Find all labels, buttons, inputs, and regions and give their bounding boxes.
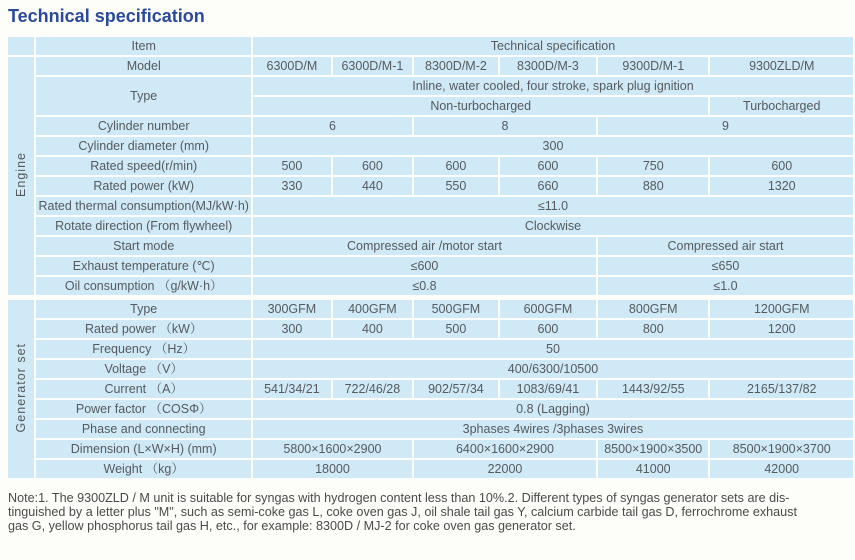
cell-model-5: 9300D/M-1 (598, 57, 708, 75)
footnote (8, 492, 850, 533)
cell-gpower-4: 600 (500, 320, 596, 338)
row-cylinder-diameter (8, 137, 853, 155)
cell-gtype-3: 500GFM (414, 300, 498, 318)
cell-power-factor: 0.8 (Lagging) (253, 400, 853, 418)
cell-epower-1: 330 (253, 177, 331, 195)
cell-speed-3: 600 (414, 157, 498, 175)
cell-gpower-6: 1200 (710, 320, 853, 338)
row-start-mode (8, 237, 853, 255)
item-label: Dimension (L×W×H) (mm) (36, 440, 250, 458)
item-label: Oil consumption （g/kW·h） (36, 277, 250, 295)
cell-exhaust-1: ≤600 (253, 257, 596, 275)
cell-current-4: 1083/69/41 (500, 380, 596, 398)
header-spec: Technical specification (253, 37, 853, 55)
footnote-line-1: Note:1. The 9300ZLD / M unit is suitable for syngas with hydrogen content less than 10%.2. Different types of syngas generator sets are dis- (8, 491, 790, 505)
cell-epower-2: 440 (333, 177, 412, 195)
cell-epower-4: 660 (500, 177, 596, 195)
row-genset-type (8, 300, 853, 318)
cell-speed-4: 600 (500, 157, 596, 175)
cell-model-6: 9300ZLD/M (710, 57, 853, 75)
cell-epower-5: 880 (598, 177, 708, 195)
spec-table (6, 35, 855, 480)
cell-exhaust-2: ≤650 (598, 257, 853, 275)
cell-current-6: 2165/137/82 (710, 380, 853, 398)
row-thermal-consumption (8, 197, 853, 215)
row-phase-connecting (8, 420, 853, 438)
header-item: Item (36, 37, 250, 55)
cell-weight-1: 18000 (253, 460, 412, 478)
cell-gtype-1: 300GFM (253, 300, 331, 318)
row-frequency (8, 340, 853, 358)
cell-voltage: 400/6300/10500 (253, 360, 853, 378)
cell-weight-3: 41000 (598, 460, 708, 478)
item-label: Weight （kg） (36, 460, 250, 478)
table-header-row (8, 37, 853, 55)
cell-epower-3: 550 (414, 177, 498, 195)
row-engine-model (8, 57, 853, 75)
row-engine-rated-power (8, 177, 853, 195)
cell-non-turbocharged: Non-turbocharged (253, 97, 709, 115)
item-label: Current （A） (36, 380, 250, 398)
footnote-line-2: tinguished by a letter plus "M", such as semi-coke gas L, coke oven gas J, oil shale tail gas Y, calcium carbide tail gas D, ferrochrome exhaust (8, 504, 797, 519)
cell-gtype-5: 800GFM (598, 300, 708, 318)
cell-current-1: 541/34/21 (253, 380, 331, 398)
row-cylinder-number (8, 117, 853, 135)
cell-diameter: 300 (253, 137, 853, 155)
cell-speed-5: 750 (598, 157, 708, 175)
cell-weight-2: 22000 (414, 460, 596, 478)
cell-rotate: Clockwise (253, 217, 853, 235)
cell-gpower-2: 400 (333, 320, 412, 338)
item-label: Cylinder diameter (mm) (36, 137, 250, 155)
cell-gtype-2: 400GFM (333, 300, 412, 318)
header-corner-cell (8, 37, 34, 55)
section-divider-cell (8, 297, 853, 298)
spec-page (0, 6, 855, 533)
item-label: Type (36, 300, 250, 318)
section-label-generator-set-text: Generator set (14, 342, 29, 433)
cell-thermal: ≤11.0 (253, 197, 853, 215)
cell-dim-2: 6400×1600×2900 (414, 440, 596, 458)
item-label: Start mode (36, 237, 250, 255)
row-rotate-direction (8, 217, 853, 235)
cell-type-desc: Inline, water cooled, four stroke, spark plug ignition (253, 77, 853, 95)
cell-current-3: 902/57/34 (414, 380, 498, 398)
cell-model-2: 6300D/M-1 (333, 57, 412, 75)
item-label: Voltage （V） (36, 360, 250, 378)
cell-phase: 3phases 4wires /3phases 3wires (253, 420, 853, 438)
page-title: Technical specification (8, 6, 205, 26)
cell-dim-3: 8500×1900×3500 (598, 440, 708, 458)
cell-epower-6: 1320 (710, 177, 853, 195)
cell-cyl-6: 6 (253, 117, 412, 135)
cell-dim-1: 5800×1600×2900 (253, 440, 412, 458)
cell-start-mode-2: Compressed air start (598, 237, 853, 255)
row-dimension (8, 440, 853, 458)
item-label: Rated power (kW) (36, 177, 250, 195)
item-label: Type (36, 77, 250, 115)
cell-gpower-3: 500 (414, 320, 498, 338)
cell-model-1: 6300D/M (253, 57, 331, 75)
section-label-generator-set (8, 300, 34, 478)
cell-gpower-5: 800 (598, 320, 708, 338)
row-power-factor (8, 400, 853, 418)
row-rated-speed (8, 157, 853, 175)
row-voltage (8, 360, 853, 378)
cell-speed-2: 600 (333, 157, 412, 175)
item-label: Phase and connecting (36, 420, 250, 438)
cell-cyl-9: 9 (598, 117, 853, 135)
section-label-engine-text: Engine (14, 152, 29, 197)
cell-current-5: 1443/92/55 (598, 380, 708, 398)
cell-cyl-8: 8 (414, 117, 596, 135)
cell-speed-1: 500 (253, 157, 331, 175)
cell-speed-6: 600 (710, 157, 853, 175)
cell-gtype-6: 1200GFM (710, 300, 853, 318)
item-label: Rated speed(r/min) (36, 157, 250, 175)
row-current (8, 380, 853, 398)
cell-model-4: 8300D/M-3 (500, 57, 596, 75)
item-label: Rated thermal consumption(MJ/kW·h) (38, 199, 249, 213)
cell-model-3: 8300D/M-2 (414, 57, 498, 75)
item-label: Exhaust temperature (℃) (36, 257, 250, 275)
cell-dim-4: 8500×1900×3700 (710, 440, 853, 458)
section-divider (8, 297, 853, 298)
row-genset-rated-power (8, 320, 853, 338)
cell-weight-4: 42000 (710, 460, 853, 478)
cell-gtype-4: 600GFM (500, 300, 596, 318)
cell-start-mode-1: Compressed air /motor start (253, 237, 596, 255)
section-label-engine (8, 57, 34, 295)
item-label: Model (36, 57, 250, 75)
cell-turbocharged: Turbocharged (710, 97, 853, 115)
cell-oil-1: ≤0.8 (253, 277, 596, 295)
item-label: Power factor （COSΦ） (36, 400, 250, 418)
item-label: Cylinder number (36, 117, 250, 135)
row-exhaust-temperature (8, 257, 853, 275)
cell-gpower-1: 300 (253, 320, 331, 338)
cell-frequency: 50 (253, 340, 853, 358)
cell-current-2: 722/46/28 (333, 380, 412, 398)
cell-oil-2: ≤1.0 (598, 277, 853, 295)
item-label: Frequency （Hz） (36, 340, 250, 358)
row-engine-type-a (8, 77, 853, 95)
footnote-line-3: gas G, yellow phosphorus tail gas H, etc., for example: 8300D / MJ-2 for coke oven gas generator set. (8, 518, 576, 533)
item-label: Rated power （kW） (36, 320, 250, 338)
row-weight (8, 460, 853, 478)
row-oil-consumption (8, 277, 853, 295)
item-label: Rotate direction (From flywheel) (36, 217, 250, 235)
